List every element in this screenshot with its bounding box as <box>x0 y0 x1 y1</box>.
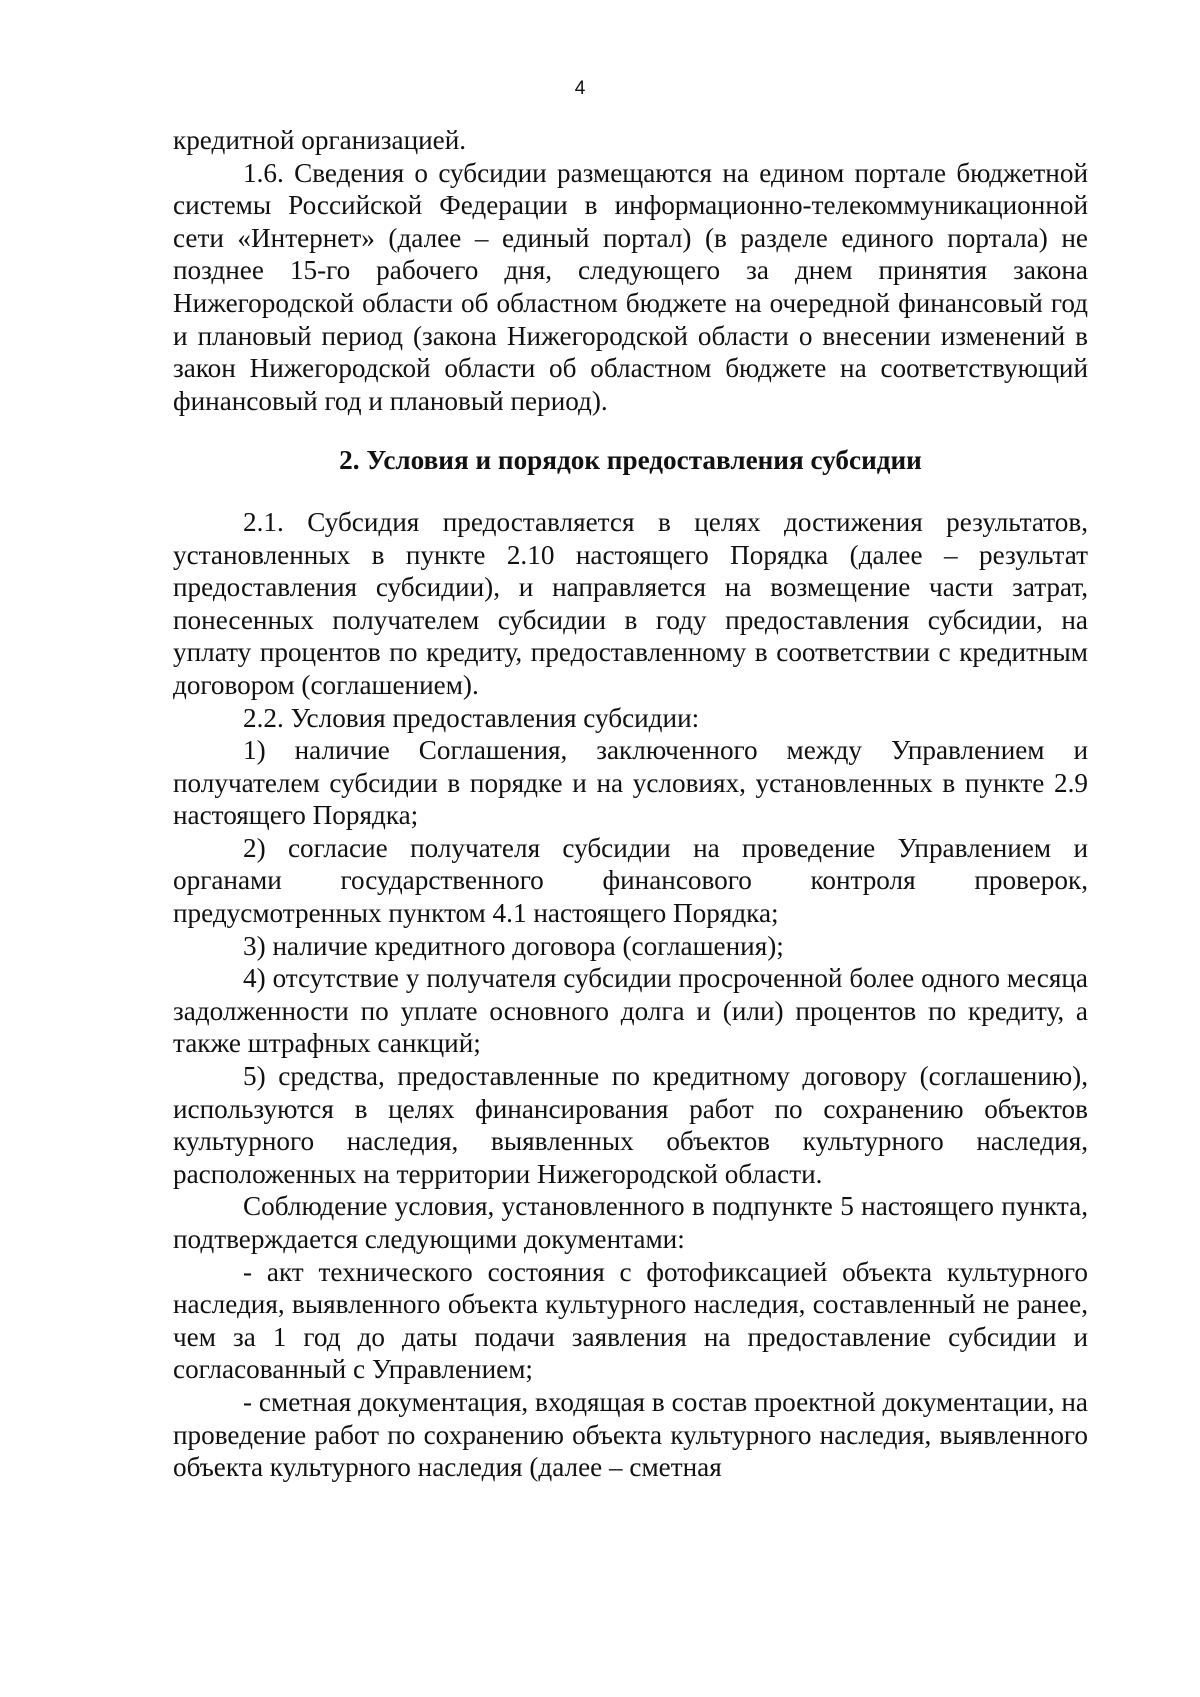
list-item-1: 1) наличие Соглашения, заключенного между Управлением и получателем субсидии в порядке и на условиях, установленных в пункте 2.9 настоящего Порядка; <box>173 735 1088 831</box>
paragraph-compliance: Соблюдение условия, установленного в подпункте 5 настоящего пункта, подтверждается следующими документами: <box>173 1191 1088 1254</box>
paragraph-2-2: 2.2. Условия предоставления субсидии: <box>243 702 700 733</box>
paragraph-2-1: 2.1. Субсидия предоставляется в целях достижения результатов, установленных в пункте 2.10 настоящего Порядка (далее – результат предоставления субсидии), и направляется на возмещение части затрат, понесенных получателем субсидии в году предоставления субсидии, на уплату процентов по кредиту, предоставленному в соответствии с кредитным договором (соглашением). <box>173 506 1088 700</box>
document-item-act: - акт технического состояния с фотофиксацией объекта культурного наследия, выявленного объекта культурного наследия, составленный не ранее, чем за 1 год до даты подачи заявления на предоставление субсидии и согласованный с Управлением; <box>173 1256 1088 1385</box>
list-item-5: 5) средства, предоставленные по кредитному договору (соглашению), используются в целях финансирования работ по сохранению объектов культурного наследия, выявленных объектов культурного наследия, расположенных на территории Нижегородской области. <box>173 1061 1088 1189</box>
list-item-2: 2) согласие получателя субсидии на проведение Управлением и органами государственного финансового контроля проверок, предусмотренных пунктом 4.1 настоящего Порядка; <box>173 832 1088 929</box>
paragraph-continuation: кредитной организацией. <box>173 125 467 155</box>
list-item-4: 4) отсутствие у получателя субсидии просроченной более одного месяца задолженности по уплате основного долга и (или) процентов по кредиту, а также штрафных санкций; <box>173 963 1088 1059</box>
list-item-3: 3) наличие кредитного договора (соглашения); <box>243 930 784 961</box>
paragraph-1-6: 1.6. Сведения о субсидии размещаются на едином портале бюджетной системы Российской Федерации в информационно-телекоммуникационной сети «Интернет» (далее – единый портал) (в разделе единого портала) не позднее 15-го рабочего дня, следующего за днем принятия закона Нижегородской области об областном бюджете на очередной финансовый год и плановый период (закона Нижегородской области о внесении изменений в закон Нижегородской области об областном бюджете на соответствующий финансовый год и плановый период). <box>173 157 1088 416</box>
document-item-estimate: - сметная документация, входящая в состав проектной документации, на проведение работ по сохранению объекта культурного наследия, выявленного объекта культурного наследия (далее – сметная <box>173 1386 1088 1483</box>
document-body <box>173 124 1088 1484</box>
page-number: 4 <box>574 78 586 99</box>
section-heading-2: 2. Условия и порядок предоставления субсидии <box>339 445 922 476</box>
